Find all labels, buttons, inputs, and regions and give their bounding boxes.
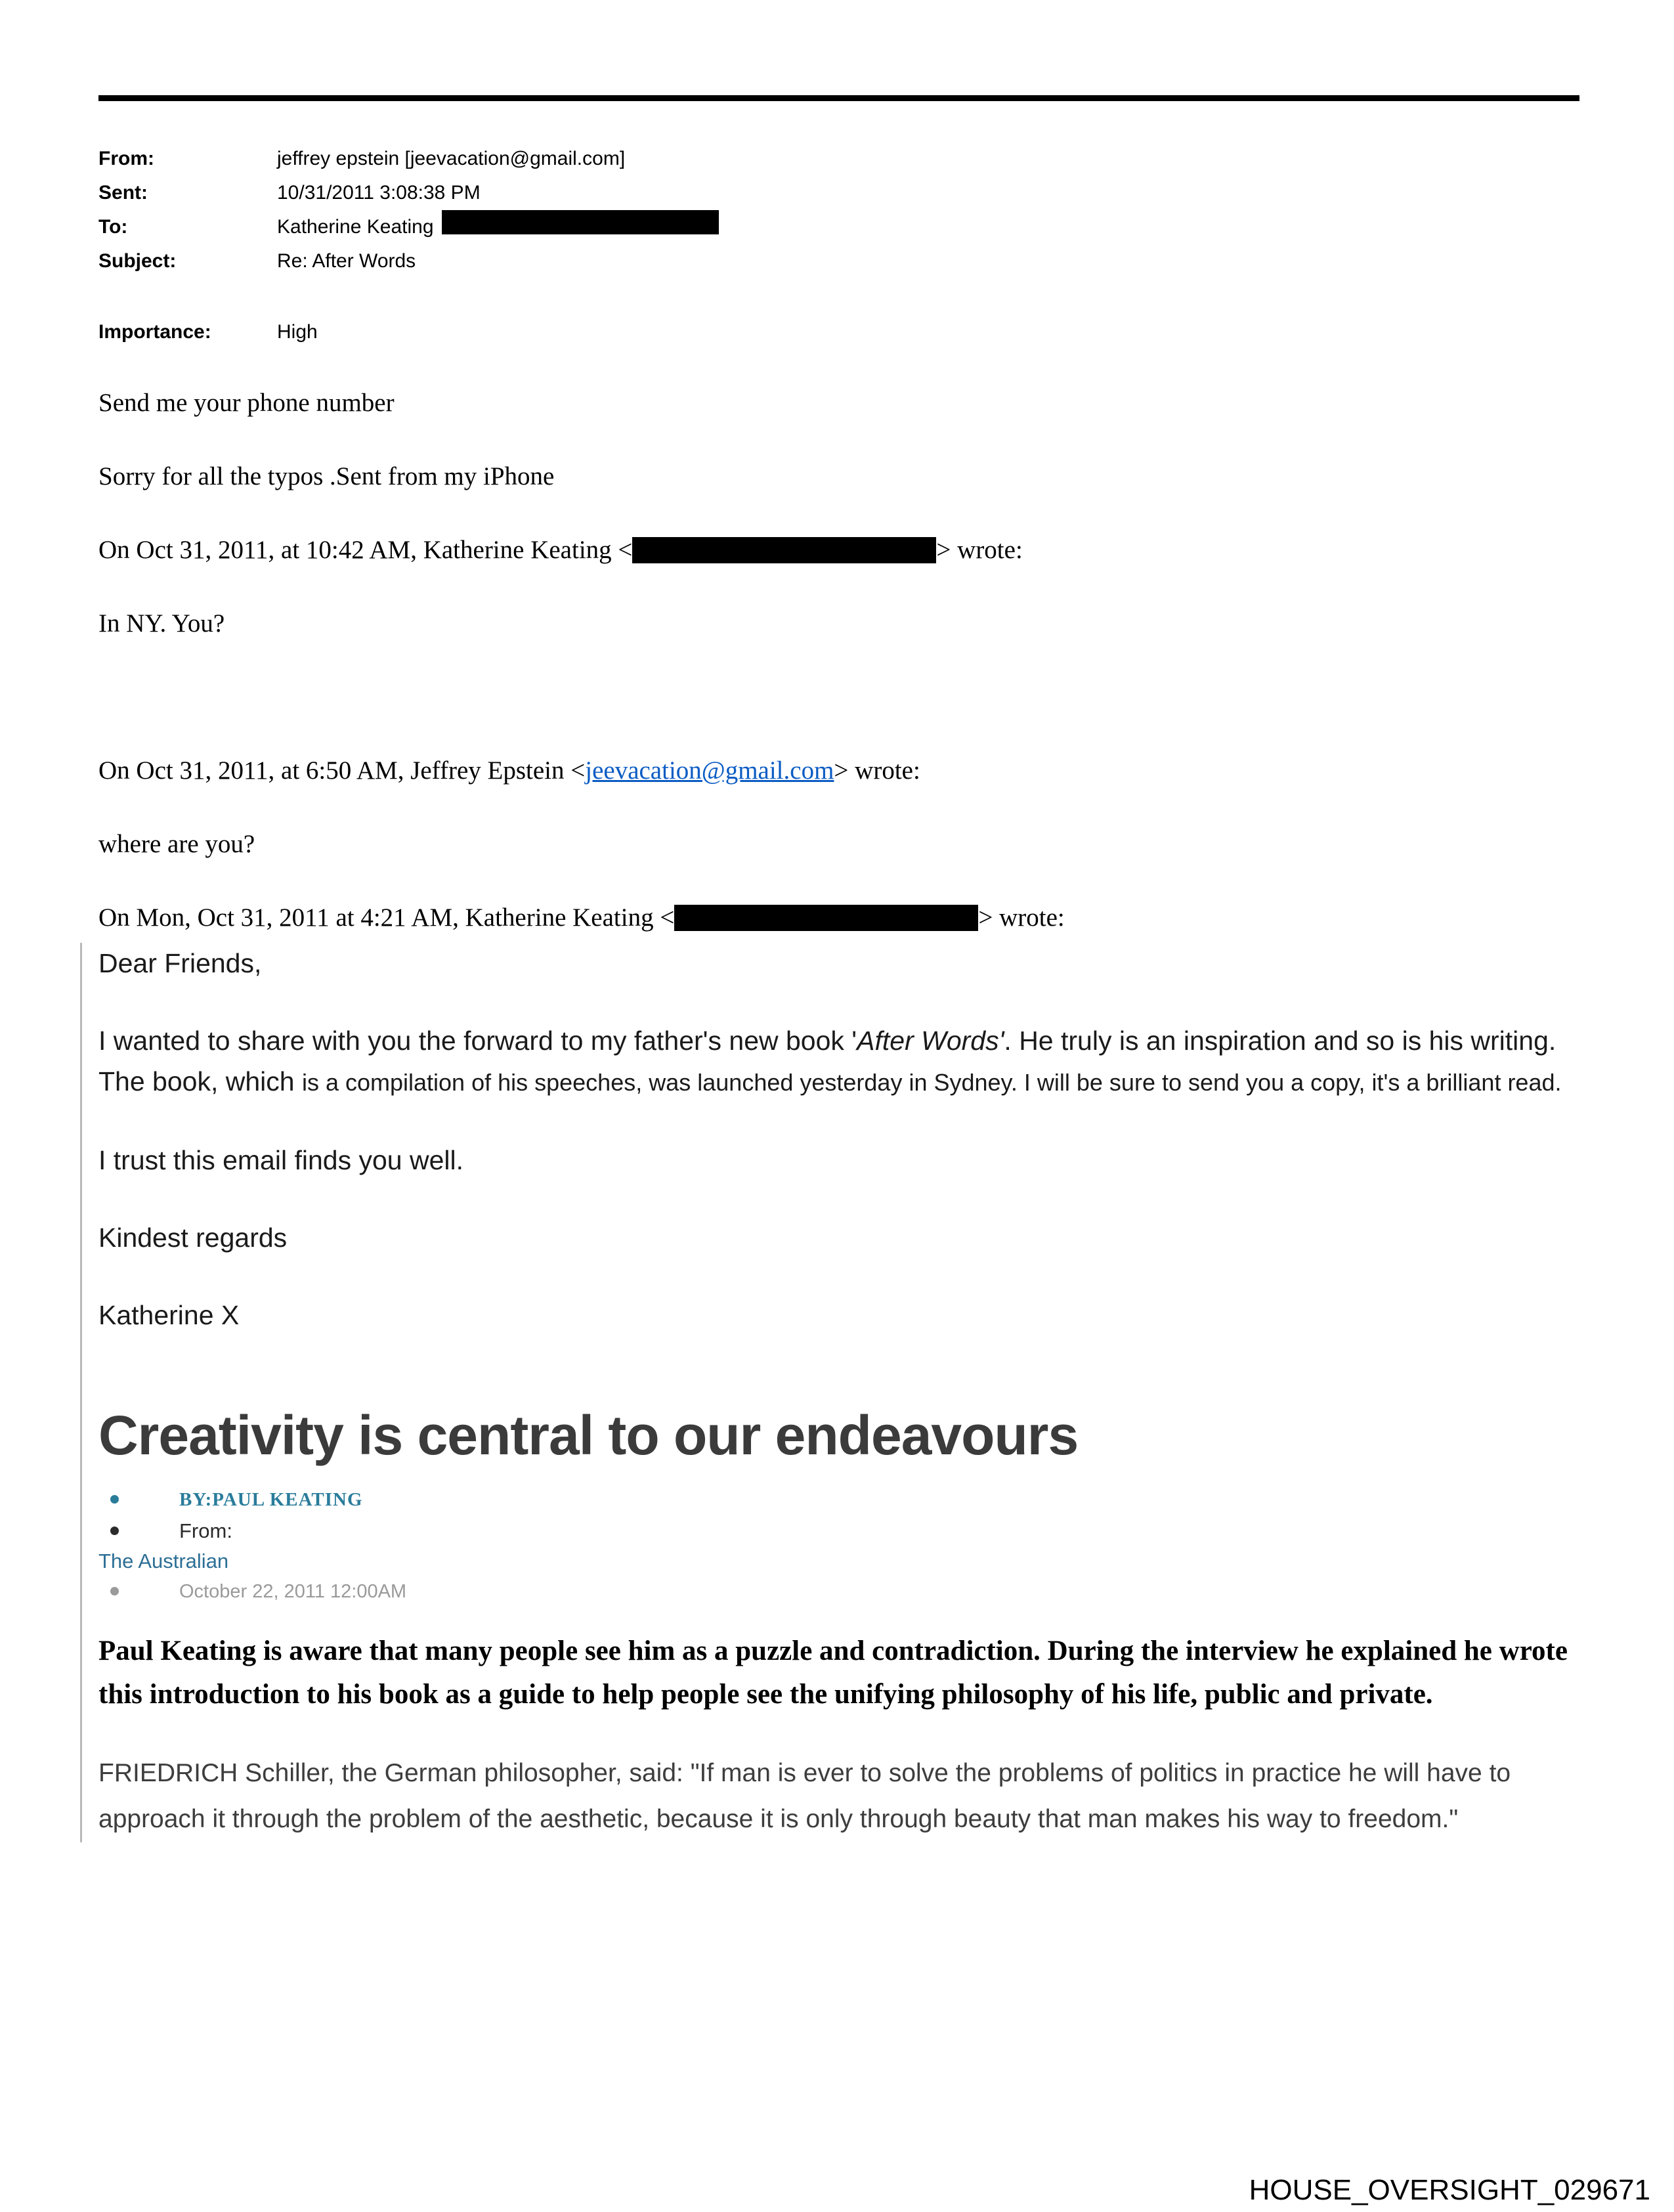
header-row-subject <box>98 244 1577 278</box>
to-label: To: <box>98 216 128 238</box>
article-date-item <box>98 1576 1577 1607</box>
importance-label: Importance: <box>98 321 211 343</box>
quote-signature: Katherine X <box>98 1300 240 1330</box>
header-row-from <box>98 142 1577 176</box>
article-date: October 22, 2011 12:00AM <box>179 1581 407 1602</box>
header-row-to <box>98 210 1577 244</box>
bullet-icon <box>110 1587 119 1595</box>
bullet-icon <box>110 1527 119 1535</box>
redaction-bar-to-address <box>442 210 719 234</box>
jeevacation-email-link[interactable]: jeevacation@gmail.com <box>585 756 834 785</box>
quote-para1-a: I wanted to share with you the forward to my father's new book ' <box>98 1026 857 1056</box>
quote-paragraph-book <box>98 1020 1577 1103</box>
quote-paragraph-wellwishes: I trust this email finds you well. <box>98 1145 463 1175</box>
redaction-bar-reply1-address <box>632 537 936 563</box>
bullet-icon <box>110 1495 119 1504</box>
bates-number: HOUSE_OVERSIGHT_029671 <box>1249 2174 1650 2206</box>
subject-value: Re: After Words <box>277 250 416 272</box>
reply2-prefix: On Oct 31, 2011, at 6:50 AM, Jeffrey Epstein < <box>98 756 586 785</box>
reply-attribution-421am <box>98 902 1577 934</box>
reply-attribution-650am <box>98 755 1577 787</box>
page-content <box>0 95 1674 1842</box>
article-paragraph-schiller: FRIEDRICH Schiller, the German philosopher, said: "If man is ever to solve the problems of politics in practice he will have to approach it through the problem of the aesthetic, because it is only through beauty that man makes his way to freedom." <box>98 1759 1511 1833</box>
quote-para1-b: . He truly is an inspiration and so is his writing. The book, which <box>98 1026 1556 1096</box>
reply1-suffix: > wrote: <box>936 536 1023 564</box>
from-value: jeffrey epstein [jeevacation@gmail.com] <box>277 148 626 169</box>
email-header <box>98 142 1577 349</box>
reply3-suffix: > wrote: <box>978 903 1065 932</box>
reply1-body: In NY. You? <box>98 609 225 638</box>
from-label: From: <box>98 148 154 169</box>
quote-book-title: After Words' <box>857 1026 1004 1056</box>
article-from-label: From: <box>179 1519 232 1542</box>
article-source-link[interactable]: The Australian <box>98 1550 229 1572</box>
quote-greeting: Dear Friends, <box>98 948 262 978</box>
reply-attribution-1042am <box>98 534 1577 566</box>
article-lede: Paul Keating is aware that many people see him as a puzzle and contradiction. During the interview he explained he wrote this introduction to his book as a guide to help people see the unifying philosophy of his life, public and private. <box>98 1636 1568 1710</box>
reply1-prefix: On Oct 31, 2011, at 10:42 AM, Katherine Keating < <box>98 536 633 564</box>
to-value: Katherine Keating <box>277 216 434 238</box>
message-line-phone: Send me your phone number <box>98 389 395 417</box>
article-byline-item <box>98 1484 1577 1515</box>
quote-para1-small: is a compilation of his speeches, was launched yesterday in Sydney. I will be sure to send you a copy, it's a brilliant read. <box>301 1069 1562 1096</box>
redaction-bar-reply3-address <box>674 905 978 931</box>
quoted-message-block <box>80 943 1577 1842</box>
reply2-suffix: > wrote: <box>834 756 920 785</box>
article-from-item <box>98 1515 1577 1547</box>
reply2-body: where are you? <box>98 830 255 858</box>
header-row-sent <box>98 176 1577 210</box>
article-headline: Creativity is central to our endeavours <box>98 1404 1079 1466</box>
article-byline: BY:PAUL KEATING <box>179 1489 363 1510</box>
reply3-prefix: On Mon, Oct 31, 2011 at 4:21 AM, Katherine Keating < <box>98 903 675 932</box>
message-line-typos: Sorry for all the typos .Sent from my iPhone <box>98 462 555 490</box>
top-divider-rule <box>98 95 1579 101</box>
importance-value: High <box>277 321 318 343</box>
header-row-importance <box>98 315 1577 349</box>
quote-paragraph-regards: Kindest regards <box>98 1223 288 1253</box>
article-meta-list <box>98 1484 1577 1607</box>
sent-label: Sent: <box>98 182 148 204</box>
article-source-item <box>98 1547 1577 1576</box>
sent-value: 10/31/2011 3:08:38 PM <box>277 182 481 204</box>
subject-label: Subject: <box>98 250 177 272</box>
